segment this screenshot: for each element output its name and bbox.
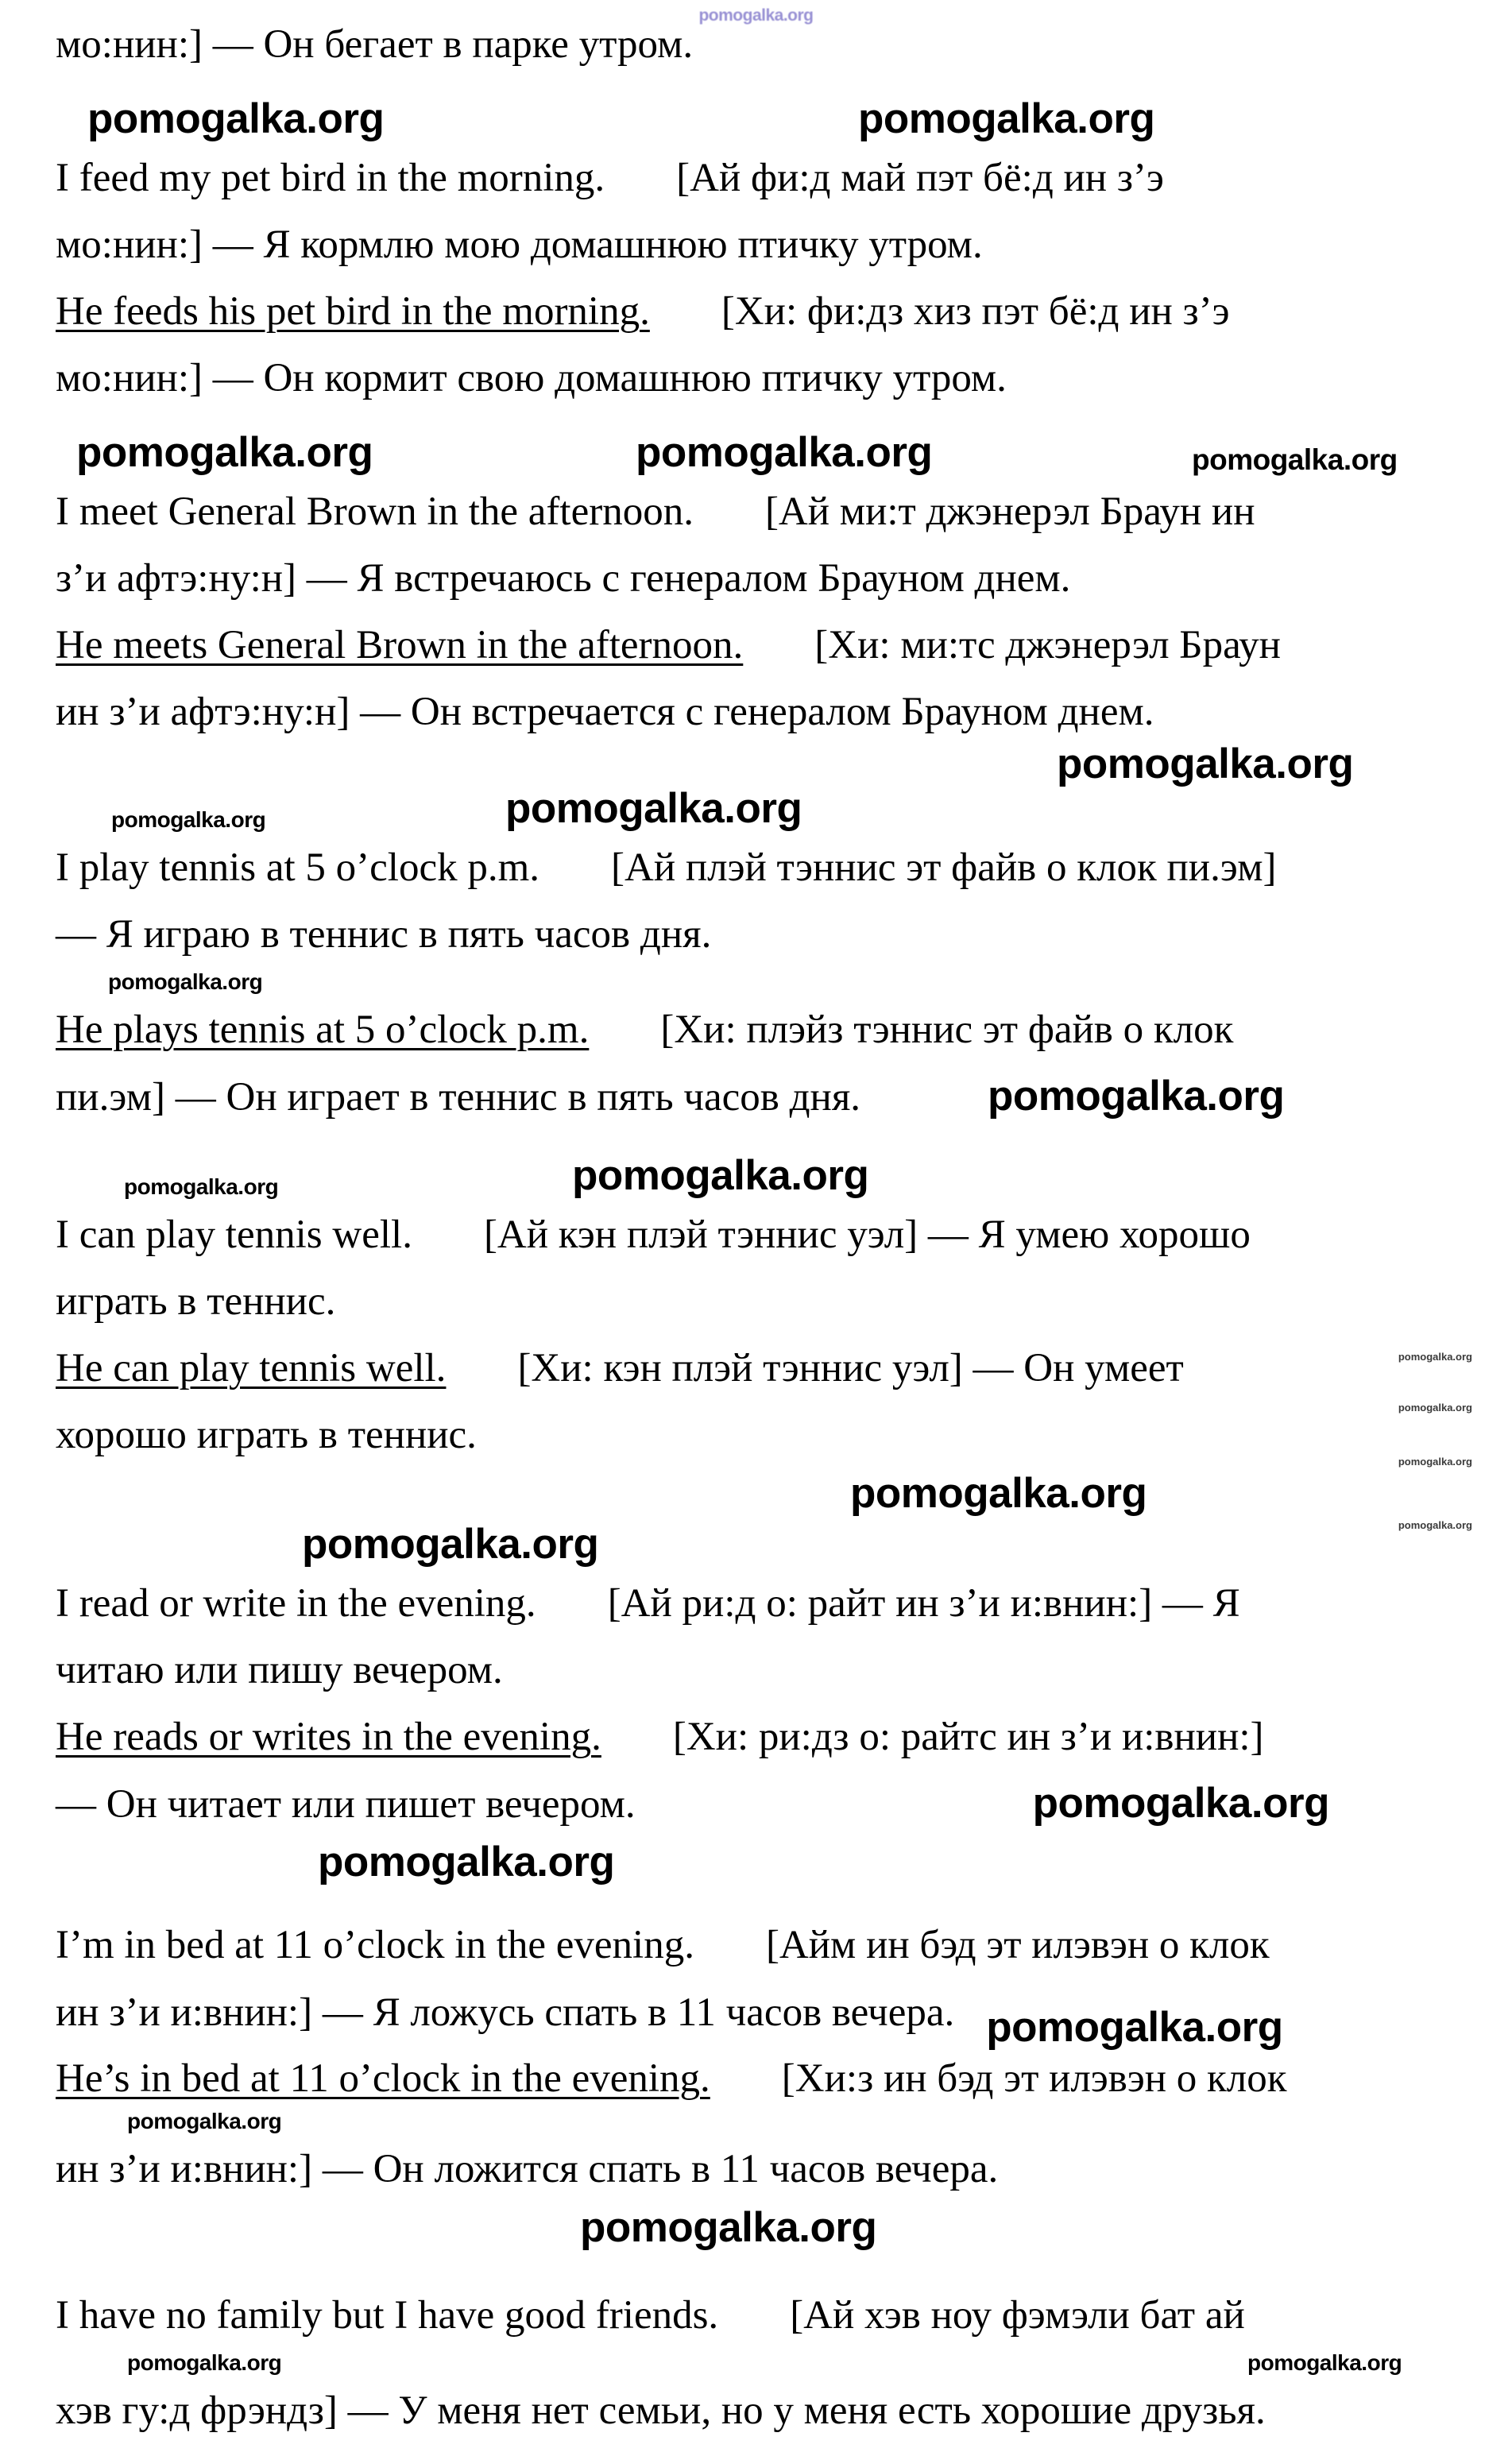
tab-gap: [710, 2090, 782, 2091]
text-line: [0, 1570, 1512, 1637]
english-sentence: I have no family but I have good friends.: [56, 2293, 719, 2338]
watermark-row: [0, 968, 1512, 996]
spacer-row: [0, 1888, 1512, 1912]
phonetic-transcription: [Хи: фи:дз хиз пэт бё:д ин з’э: [721, 289, 1230, 334]
text-line: [0, 2045, 1512, 2112]
tab-gap: [605, 190, 676, 191]
watermark-text: pomogalka.org: [76, 429, 373, 476]
watermark-row: [0, 2203, 1512, 2253]
text-line: [0, 1912, 1512, 1978]
watermark-text: pomogalka.org: [572, 1152, 869, 1199]
russian-translation: — Я играю в теннис в пять часов дня.: [56, 912, 712, 957]
transcription-continuation: ин з’и и:внин:] — Он ложится спать в 11 часов вечера.: [56, 2147, 999, 2191]
watermark-text: pomogalka.org: [858, 95, 1155, 142]
text-line: [0, 145, 1512, 211]
watermark-text: pomogalka.org: [127, 2109, 282, 2133]
watermark-text: pomogalka.org: [1247, 2350, 1402, 2375]
phonetic-transcription: [Хи: кэн плэй тэннис уэл] — Он умеет: [517, 1346, 1184, 1390]
tab-gap: [601, 1749, 673, 1750]
text-line: [0, 2377, 1512, 2444]
watermark-text: pomogalka.org: [850, 1470, 1147, 1517]
english-sentence: He’s in bed at 11 o’clock in the evening.: [56, 2056, 710, 2101]
watermark-text: pomogalka.org: [318, 1839, 615, 1885]
watermark-row: [0, 2349, 1512, 2377]
russian-translation: играть в теннис.: [56, 1279, 336, 1324]
watermark-text: pomogalka.org: [111, 807, 266, 832]
text-line: [0, 1637, 1512, 1704]
text-line: [0, 1978, 1512, 2051]
text-line: [0, 1704, 1512, 1770]
spacer-row: [0, 2253, 1512, 2282]
watermark-row: [0, 412, 1512, 478]
watermark-row: [0, 1519, 1512, 1570]
text-line: [0, 545, 1512, 612]
watermark-text: pomogalka.org: [1192, 443, 1398, 476]
english-sentence: I feed my pet bird in the morning.: [56, 156, 605, 200]
edge-watermark: pomogalka.org: [1398, 1519, 1472, 1531]
phonetic-transcription: [Хи: плэйз тэннис эт файв о клок: [660, 1007, 1234, 1052]
text-line: [0, 11, 1512, 78]
transcription-continuation: мо:нин:] — Он кормит свою домашнюю птичку утром.: [56, 356, 1007, 400]
phonetic-transcription: [Хи: ми:тс джэнерэл Браун: [814, 623, 1281, 667]
watermark-text: pomogalka.org: [580, 2204, 877, 2251]
phonetic-transcription: [Ай хэв ноу фэмэли бат ай: [790, 2293, 1245, 2338]
text-line: [0, 1770, 1512, 1837]
text-line: [0, 1268, 1512, 1335]
watermark-row: [0, 78, 1512, 145]
watermark-text: pomogalka.org: [302, 1521, 599, 1568]
english-sentence: He feeds his pet bird in the morning.: [56, 289, 650, 334]
russian-translation: — Он читает или пишет вечером.: [56, 1782, 636, 1827]
transcription-continuation: мо:нин:] — Я кормлю мою домашнюю птичку утром.: [56, 222, 983, 267]
text-line: [0, 901, 1512, 968]
spacer-row: [0, 1130, 1512, 1154]
edge-watermark: pomogalka.org: [1398, 1402, 1472, 1414]
watermark-text: pomogalka.org: [1057, 741, 1354, 787]
watermark-text: pomogalka.org: [124, 1174, 279, 1199]
watermark-row: [0, 2109, 1512, 2136]
transcription-continuation: пи.эм] — Он играет в теннис в пять часов дня.: [56, 1075, 861, 1120]
text-line: [0, 1063, 1512, 1130]
phonetic-transcription: [Хи:з ин бэд эт илэвэн о клок: [781, 2056, 1287, 2101]
text-line: [0, 1402, 1512, 1468]
transcription-continuation: ин з’и афтэ:ну:н] — Он встречается с генералом Брауном днем.: [56, 690, 1154, 734]
russian-translation: хорошо играть в теннис.: [56, 1413, 477, 1457]
text-line: [0, 996, 1512, 1063]
phonetic-transcription: [Ай фи:д май пэт бё:д ин з’э: [676, 156, 1164, 200]
watermark-row: [0, 1468, 1512, 1519]
transcription-continuation: з’и афтэ:ну:н] — Я встречаюсь с генералом Брауном днем.: [56, 556, 1071, 601]
english-sentence: He meets General Brown in the afternoon.: [56, 623, 744, 667]
tab-gap: [718, 2327, 790, 2328]
phonetic-transcription: [Ай ри:д о: райт ин з’и и:внин:] — Я: [607, 1581, 1240, 1626]
text-line: [0, 345, 1512, 412]
text-line: [0, 1335, 1512, 1402]
tab-gap: [650, 323, 721, 324]
watermark-row: [0, 785, 1512, 834]
watermark-text: pomogalka.org: [1032, 1780, 1329, 1827]
english-sentence: I can play tennis well.: [56, 1212, 412, 1257]
english-sentence: I’m in bed at 11 o’clock in the evening.: [56, 1923, 694, 1967]
phonetic-transcription: [Хи: ри:дз о: райтс ин з’и и:внин:]: [672, 1715, 1264, 1759]
english-sentence: I meet General Brown in the afternoon.: [56, 489, 694, 534]
watermark-text: pomogalka.org: [505, 785, 802, 832]
text-line: [0, 834, 1512, 901]
text-line: [0, 612, 1512, 679]
phonetic-transcription: [Ай плэй тэннис эт файв о клок пи.эм]: [611, 845, 1277, 890]
text-line: [0, 211, 1512, 278]
text-line: [0, 478, 1512, 545]
watermark-row: [0, 1154, 1512, 1201]
text-line: [0, 278, 1512, 345]
text-line: [0, 1201, 1512, 1268]
transcription-continuation: хэв гу:д фрэндз] — У меня нет семьи, но у меня есть хорошие друзья.: [56, 2388, 1266, 2433]
tab-gap: [743, 657, 814, 658]
tab-gap: [446, 1380, 517, 1381]
edge-watermark: pomogalka.org: [1398, 1351, 1472, 1363]
text-line: [0, 679, 1512, 745]
watermark-row: [0, 1837, 1512, 1888]
watermark-text: pomogalka.org: [986, 2004, 1283, 2051]
watermark-text: pomogalka.org: [636, 429, 933, 476]
watermark-row: [0, 741, 1512, 790]
transcription-continuation: ин з’и и:внин:] — Я ложусь спать в 11 часов вечера.: [56, 1990, 955, 2035]
phonetic-transcription: [Ай ми:т джэнерэл Браун ин: [764, 489, 1255, 534]
text-line: [0, 2282, 1512, 2349]
tab-gap: [694, 1957, 766, 1958]
watermark-text: pomogalka.org: [87, 95, 385, 142]
transcription-continuation: мо:нин:] — Он бегает в парке утром.: [56, 22, 694, 67]
top-watermark: pomogalka.org: [698, 6, 814, 25]
text-line: [0, 2136, 1512, 2203]
english-sentence: I play tennis at 5 o’clock p.m.: [56, 845, 540, 890]
phonetic-transcription: [Айм ин бэд эт илэвэн о клок: [765, 1923, 1270, 1967]
english-sentence: He plays tennis at 5 o’clock p.m.: [56, 1007, 590, 1052]
watermark-text: pomogalka.org: [127, 2350, 282, 2375]
russian-translation: читаю или пишу вечером.: [56, 1648, 503, 1692]
edge-watermark: pomogalka.org: [1398, 1456, 1472, 1468]
english-sentence: I read or write in the evening.: [56, 1581, 536, 1626]
english-sentence: He reads or writes in the evening.: [56, 1715, 601, 1759]
watermark-text: pomogalka.org: [108, 969, 263, 994]
watermark-text: pomogalka.org: [988, 1073, 1285, 1120]
phonetic-transcription: [Ай кэн плэй тэннис уэл] — Я умею хорошо: [483, 1212, 1251, 1257]
tab-gap: [536, 1615, 608, 1616]
english-sentence: He can play tennis well.: [56, 1346, 447, 1390]
